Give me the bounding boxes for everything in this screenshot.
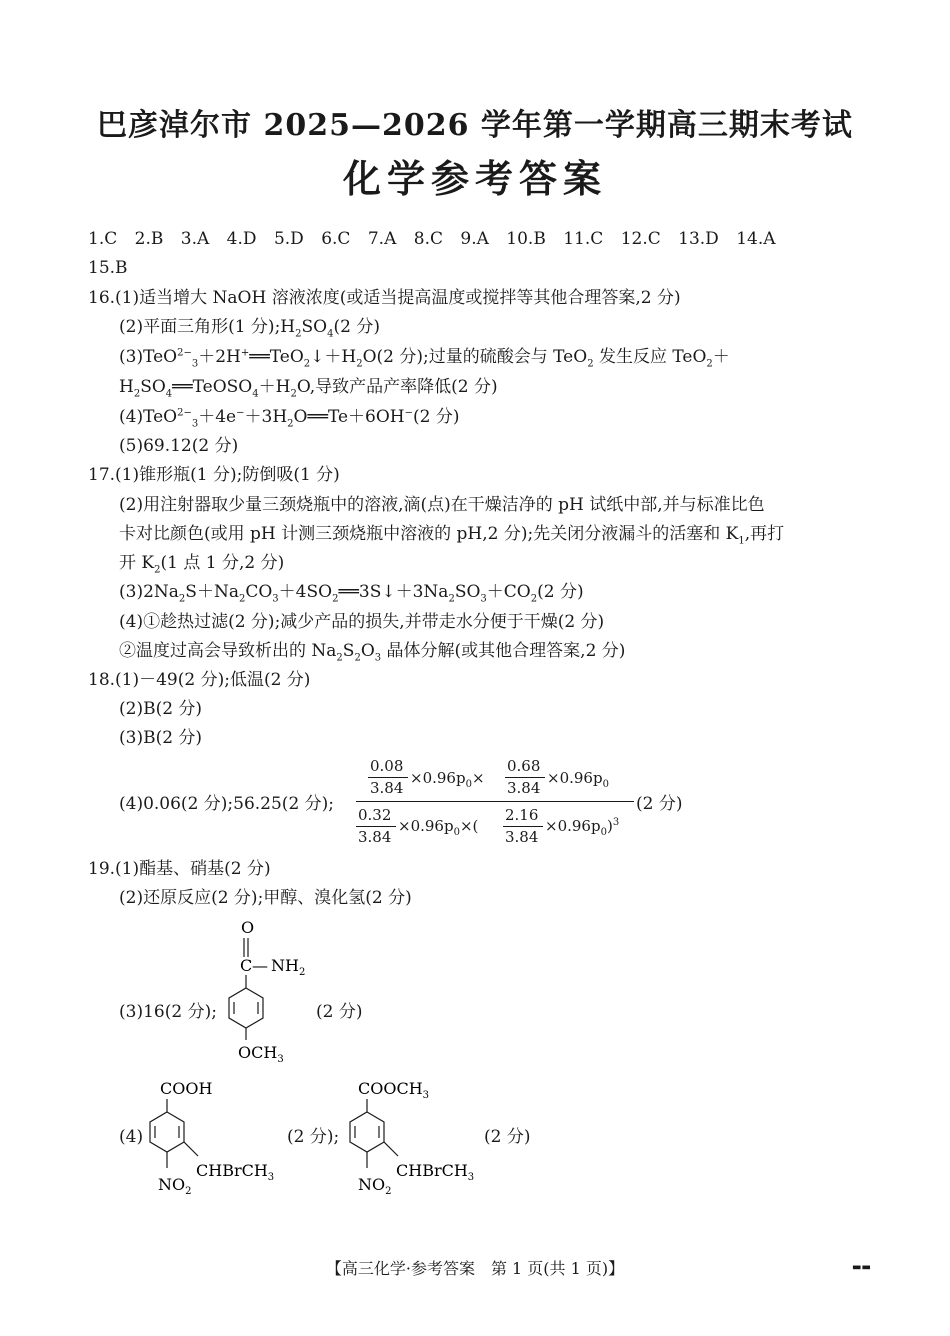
q16-part1: 16.(1)适当增大 NaOH 溶液浓度(或适当提高温度或搅拌等其他合理答案,2 分)	[88, 288, 681, 308]
q17-part4-2: ②温度过高会导致析出的 $Na_2S_2O_3$ 晶体分解(或其他合理答案,2 分)	[119, 641, 626, 664]
q16-part3: $(3)TeO^{2-}_3+2H^+══TeO_2↓+H_2O(2$ 分);过量的硫酸会与 TeO$_2$ 发生反应 TeO$_2$＋	[119, 347, 730, 370]
answer-1: 1.C	[88, 229, 118, 249]
cooch3-label: $COOCH_3$	[358, 1079, 430, 1101]
answer-13: 13.D	[678, 229, 719, 249]
q19-part2: (2)还原反应(2 分);甲醇、溴化氢(2 分)	[119, 888, 412, 908]
q19-part4-label: (4)	[119, 1127, 144, 1147]
frac-n4-bar	[503, 826, 543, 827]
frac-d2: 3.84	[507, 779, 541, 797]
q19-part1: 19.(1)酯基、硝基(2 分)	[88, 859, 271, 879]
main-fraction-bar	[356, 801, 634, 802]
methoxy-label: $OCH_3$	[238, 1043, 284, 1065]
answer-3: 3.A	[180, 229, 210, 249]
q16-part3-cont: $H_2SO_4══TeOSO_4+H_2O$,导致产品产率降低(2 分)	[119, 377, 498, 400]
chbrch3-label: CHBrCH$_3$	[396, 1161, 475, 1183]
frac-d1: 3.84	[370, 779, 404, 797]
q18-part2: (2)B(2 分)	[119, 699, 203, 719]
answer-subtitle: 化学参考答案	[342, 156, 607, 201]
q19-part3-score: (2 分)	[316, 1002, 363, 1022]
q19-part4-score-a: (2 分);	[287, 1127, 340, 1147]
amide-carbon-label: C	[240, 956, 253, 975]
no2-label: $NO_2$	[358, 1175, 392, 1197]
answer-2: 2.B	[134, 229, 164, 249]
frac-n2-bar	[505, 777, 545, 778]
answer-5: 5.D	[273, 229, 304, 249]
q17-part2-cont1: 卡对比颜色(或用 pH 计测三颈烧瓶中溶液的 pH,2 分);先关闭分液漏斗的活塞和 $K_1$,再打	[119, 524, 785, 547]
frac-d4: 3.84	[505, 828, 539, 846]
answer-7: 7.A	[367, 229, 397, 249]
amide-nh2-label: $NH_2$	[271, 956, 306, 978]
no2-label: $NO_2$	[158, 1175, 192, 1197]
frac-n4: 2.16	[505, 806, 539, 824]
q17-part2: (2)用注射器取少量三颈烧瓶中的溶液,滴(点)在干燥洁净的 pH 试纸中部,并与标准比色	[119, 495, 765, 515]
q16-part4: $(4)TeO^{2-}_3+4e^-+3H_2O══Te+6OH^-(2$ 分)	[119, 407, 460, 430]
q18-part4-score: (2 分)	[636, 794, 683, 814]
q18-part4-label: (4)0.06(2 分);56.25(2 分);	[119, 794, 335, 814]
acid-structure	[140, 1072, 290, 1202]
answer-10: 10.B	[506, 229, 546, 249]
frac-n3-bar	[356, 826, 396, 827]
frac-n1: 0.08	[370, 757, 404, 775]
q17-part4: (4)①趁热过滤(2 分);减少产品的损失,并带走水分便于干燥(2 分)	[119, 612, 605, 632]
answer-6: 6.C	[321, 229, 351, 249]
exam-title: 巴彦淖尔市 2025—2026 学年第一学期高三期末考试	[97, 108, 853, 143]
choice-answers-row-1	[88, 228, 788, 250]
answer-4: 4.D	[226, 229, 257, 249]
q16-part2: (2)平面三角形(1 分)$;H_2SO_4(2$ 分)	[119, 317, 380, 340]
q17-part2-cont2: 开 $K_2(1$ 点 1 分,2 分)	[119, 553, 285, 576]
q19-part3-label: (3)16(2 分);	[119, 1002, 217, 1022]
ester-structure	[340, 1072, 500, 1202]
answer-14: 14.A	[736, 229, 776, 249]
frac-n1-bar	[368, 777, 408, 778]
amide-dash: —	[252, 956, 268, 975]
chbrch3-label: CHBrCH$_3$	[196, 1161, 275, 1183]
amide-o-label: O	[241, 918, 255, 937]
frac-t1: $\times 0.96p_0\times$	[410, 769, 485, 790]
cooh-label: COOH	[160, 1079, 213, 1098]
q17-part1: 17.(1)锥形瓶(1 分);防倒吸(1 分)	[88, 465, 340, 485]
amide-structure	[200, 912, 340, 1072]
frac-t6: $\times 0.96p_0)^3$	[545, 817, 620, 838]
answer-8: 8.C	[413, 229, 443, 249]
frac-t4: $\times 0.96p_0\times$(	[398, 817, 479, 838]
frac-d3: 3.84	[358, 828, 392, 846]
q18-part1: 18.(1)－49(2 分);低温(2 分)	[88, 670, 311, 690]
q17-part3: $(3)2Na_2S+Na_2CO_3+4SO_2══3S↓+3Na_2SO_3+CO_2(2$ 分)	[119, 582, 584, 605]
answer-12: 12.C	[620, 229, 661, 249]
answer-15: 15.B	[88, 258, 128, 278]
answer-11: 11.C	[563, 229, 604, 249]
answer-9: 9.A	[460, 229, 489, 249]
footer-mark: ▬▬	[852, 1262, 871, 1273]
q16-part5: (5)69.12(2 分)	[119, 436, 239, 456]
q19-part4-score-b: (2 分)	[484, 1127, 531, 1147]
frac-n2: 0.68	[507, 757, 541, 775]
frac-n3: 0.32	[358, 806, 392, 824]
page-footer: 【高三化学·参考答案 第 1 页(共 1 页)】	[325, 1259, 625, 1278]
frac-t3: $\times 0.96p_0$	[547, 769, 609, 790]
q18-part3: (3)B(2 分)	[119, 728, 203, 748]
